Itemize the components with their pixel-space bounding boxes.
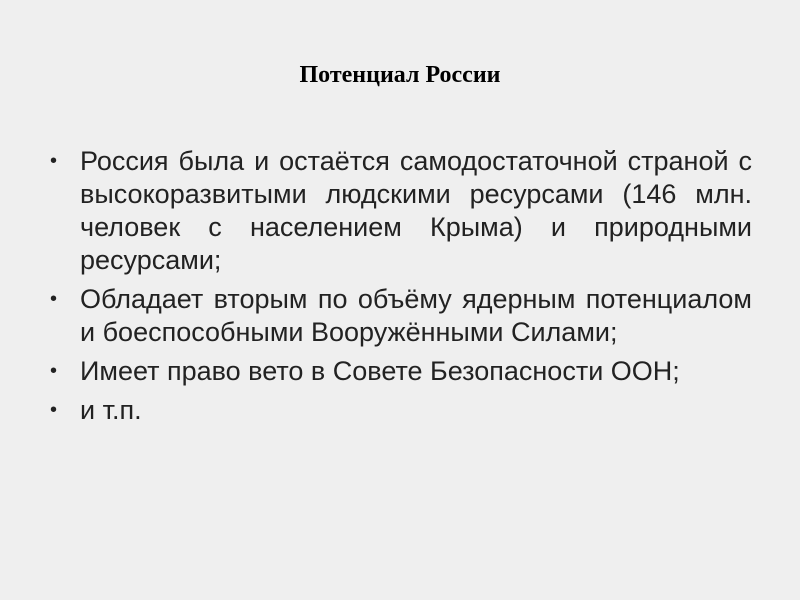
- bullet-text: Обладает вторым по объёму ядерным потенциалом и боеспособными Вооружёнными Силами;: [80, 284, 752, 347]
- bullet-icon: •: [50, 399, 58, 421]
- bullet-icon: •: [50, 288, 58, 310]
- bullet-icon: •: [50, 150, 58, 172]
- bullet-item-1: [50, 145, 752, 277]
- bullet-text: Россия была и остаётся самодостаточной страной с высокоразвитыми людскими ресурсами (146 млн. человек с населением Крыма) и природными ресурсами;: [80, 146, 752, 275]
- bullet-icon: •: [50, 360, 58, 382]
- slide-title: Потенциал России: [299, 62, 501, 88]
- bullet-item-3: [50, 355, 752, 388]
- bullet-item-2: [50, 283, 752, 349]
- bullet-text: и т.п.: [80, 395, 142, 425]
- bullet-list: [50, 145, 752, 433]
- bullet-item-4: [50, 394, 752, 427]
- bullet-text: Имеет право вето в Совете Безопасности ООН;: [80, 356, 680, 386]
